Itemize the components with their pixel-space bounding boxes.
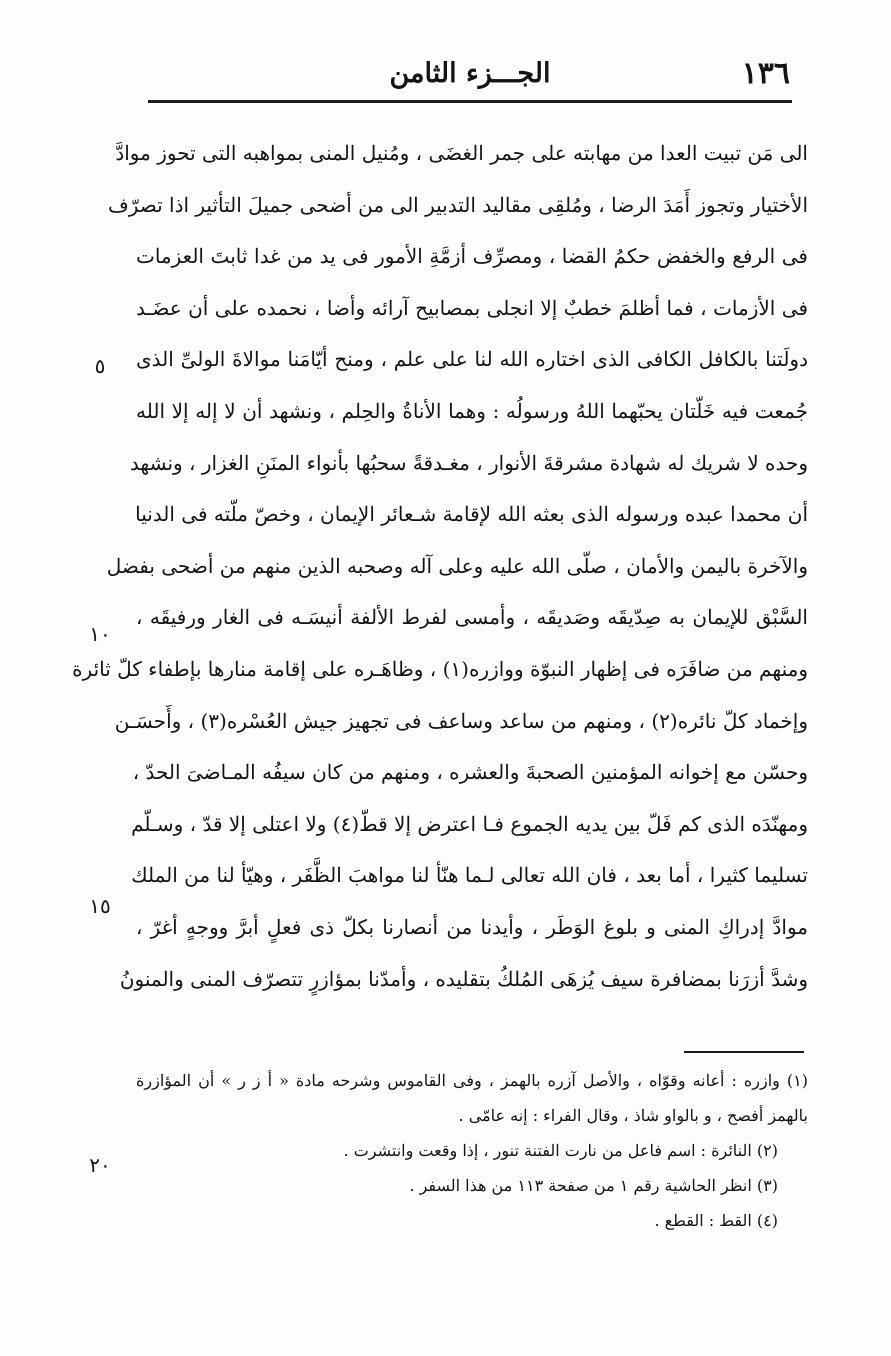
text-line: أن محمدا عبده ورسوله الذى بعثه الله لإقامة شـعائر الإيمان ، وخصّ ملّته فى الدنيا (135, 502, 808, 527)
margin-line-number: ١٠ (89, 622, 111, 646)
text-line: موادَّ إدراكِ المنى و بلوغ الوَطَر ، وأيدنا من أنصارنا بكلّ ذى فعلٍ أبرَّ ووجهٍ أغرّ ، (136, 914, 808, 939)
header-rule (148, 100, 792, 103)
text-line: وحسّن مع إخوانه المؤمنين الصحبةَ والعشره ، ومنهم من كان سيفُه المـاضىَ الحدّ ، (132, 760, 808, 785)
text-line: وشدَّ أزرَنا بمضافرة سيف يُزهَى المُلكُ بتقليده ، وأمدّنا بمؤازرٍ تتصرّف المنى والمنونُ (119, 966, 808, 991)
text-line: تسليما كثيرا ، أما بعد ، فان الله تعالى لـما هنّأ لنا مواهبَ الظَّفَر ، وهيّأ لنا من الملك (131, 863, 808, 888)
margin-line-number: ١٥ (89, 894, 111, 918)
footnotes (136, 1063, 808, 1238)
footnote-line: (١) وازره : أعانه وقوّاه ، والأصل آزره بالهمز ، وفى القاموس وشرحه مادة « أ ز ر » أن المؤازرة (136, 1071, 808, 1090)
footnote-line: بالهمز أفصح ، و بالواو شاذ ، وقال الفراء : إنه عامّى . (458, 1106, 808, 1125)
text-line: والآخرة باليمن والأمان ، صلّى الله عليه وعلى آله وصحبه الذين منهم من أضحى بفضل (106, 553, 808, 578)
margin-line-number: ٥ (94, 354, 106, 378)
text-line: فى الرفع والخفض حكمُ القضا ، ومصرِّف أزمَّةِ الأمور فى يد من غدا ثابتَ العزمات (136, 244, 808, 269)
text-line: جُمعت فيه خَلّتان يحبّهما اللهُ ورسولُه : وهما الأناةُ والحِلم ، ونشهد أن لا إله إلا الله (136, 398, 808, 423)
text-line: دولَتنا بالكافل الكافى الذى اختاره الله لنا على علم ، ومنح أيّامَنا موالاةَ الولىِّ الذى (136, 347, 808, 372)
text-line: الأختيار وتجوز أَمَدَ الرضا ، ومُلقِى مقاليد التدبير الى من أضحى جميلَ التأثير اذا تصرّف (107, 192, 808, 217)
page-number: ١٣٦ (741, 56, 790, 91)
running-title: الجـــزء الثامن (389, 58, 551, 89)
margin-line-number: ٢٠ (89, 1153, 111, 1177)
text-line: الى مَن تبيت العدا من مهابته على جمر الغضَى ، ومُنيل المنى بمواهبه التى تحوز موادَّ (115, 141, 808, 165)
footnote-line: (٤) القط : القطع . (654, 1211, 778, 1230)
text-line: وإخماد كلّ نائره(٢) ، ومنهم من ساعد وساعف فى تجهيز جيش العُسْره(٣) ، وأَحسَـن (114, 708, 808, 733)
footnote-line: (٣) انظر الحاشية رقم ١ من صفحة ١١٣ من هذا السفر . (409, 1176, 778, 1195)
footnote-rule (684, 1051, 804, 1053)
text-line: السَّبْق للإيمان به صِدّيقَه وصَديقَه ، وأمسى لفرط الألفة أنيسَـه فى الغار ورفيقَه ، (136, 605, 808, 630)
text-line: ومهنّدَه الذى كم فَلّ بين يديه الجموع فـا اعترض إلا قطّ(٤) ولا اعتلى إلا قدّ ، وسـلّم (131, 811, 808, 836)
footnote-line: (٢) النائرة : اسم فاعل من نارت الفتنة تنور ، إذا وقعت وانتشرت . (343, 1141, 778, 1160)
page-header (148, 52, 792, 96)
text-line: ومنهم من ضافَرَه فى إظهار النبوّة ووازره(١) ، وظاهَـره على إقامة منارها بإطفاء كلّ ثائرة (72, 656, 808, 681)
text-line: فى الأزمات ، فما أظلمَ خطبٌ إلا انجلى بمصابيح آرائه وأضا ، نحمده على أن عضَـد (136, 295, 809, 320)
text-line: وحده لا شريك له شهادة مشرقةَ الأنوار ، مغـدقةً سحبُها بأنواء المنَنِ الغزار ، ونشهد (129, 450, 808, 475)
